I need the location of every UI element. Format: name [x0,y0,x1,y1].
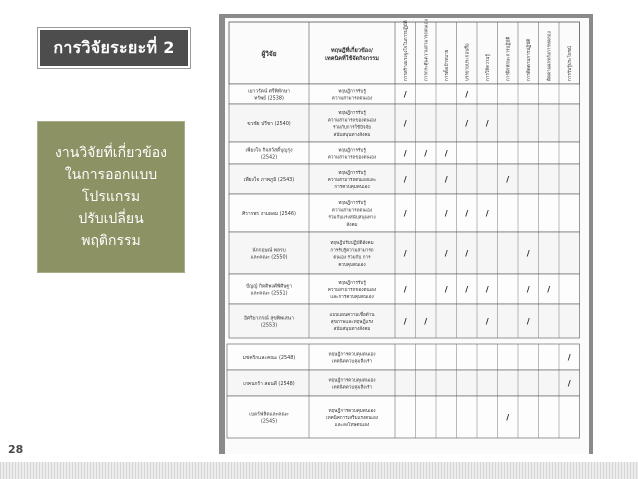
cell-researcher: (2542) [260,154,278,161]
criteria-header: การติดตามการปฏิบัติ [526,38,532,81]
topic-line: โปรแกรม [81,189,141,205]
check-mark: / [424,149,428,158]
cell-theory: ความสามารถตนเอง [331,96,373,102]
criteria-header: การสร้างแรงจูงใจในการปฏิบัติ [403,20,409,81]
cell-theory: เทคนิคการเสริมแรงตนเอง [326,416,378,421]
criteria-header: บรรยายประกอบสื่อ [465,43,471,81]
cell-theory: ร่วมกับการใช้ปัจจัย [333,125,371,131]
check-mark: / [526,285,530,294]
header-researcher: ผู้วิจัย [261,50,277,58]
check-mark: / [485,317,489,326]
cell-theory: ทฤษฎีการรับรู้ [338,170,366,176]
cell-theory: ความสามารถตนเองและ [327,178,377,183]
cell-theory: ทฤษฎีปรับปฏิบัติสังคม [330,241,374,247]
check-mark: / [465,249,469,258]
topic-box [37,121,185,273]
cell-theory: และลงโทษตนเอง [334,423,370,429]
check-mark: / [547,285,551,294]
criteria-header: ติดตามผลหลังการทดลอง [547,31,553,81]
check-mark: / [506,413,510,422]
check-mark: / [485,209,489,218]
cell-theory: ความสามารถตนเอง [331,208,373,214]
cell-researcher: นักกฤษณ์ พลรบ [252,247,286,254]
header-theory-line: เทคนิคที่ใช้จัดกิจกรรม [325,56,379,62]
check-mark: / [485,119,489,128]
check-mark: / [403,285,407,294]
cell-theory: และการควบคุมตนเอง [330,295,374,301]
cell-researcher: (2553) [260,322,278,329]
check-mark: / [526,249,530,258]
cell-theory: สนับสนุนทางสังคม [333,327,371,333]
cell-theory: สุขภาพและทฤษฎีแรง [330,320,374,325]
cell-researcher: (2545) [260,418,278,425]
cell-theory: ทฤษฎีการรับรู้ [338,89,366,95]
check-mark: / [465,90,469,99]
cell-researcher: มชคริกและคณะ (2548) [242,355,296,361]
cell-theory: เทคนิคควบคุมสิ่งเร้า [331,359,373,365]
cell-theory: ทฤษฎีการควบคุมตนเอง [328,378,376,384]
cell-theory: สังคม [346,222,358,228]
check-mark: / [506,175,510,184]
cell-theory: ร่วมกับแรงสนับสนุนทาง [328,215,376,221]
cell-theory: ความสามารถของตนเอง [327,155,377,161]
topic-line: พฤติกรรม [81,233,141,249]
cell-theory: ทฤษฎีการควบคุมตนเอง [328,408,376,414]
cell-theory: ความสามารถของตนเอง [327,288,377,293]
check-mark: / [444,285,448,294]
cell-researcher: เพียงใจ กิจสวัสดิ์บุญรุ่ง [245,147,293,154]
cell-theory: ทฤษฎีการรับรู้ [338,148,366,154]
cell-researcher: ศิรารพร งามผลม (2546) [242,211,296,217]
cell-researcher: ทรัพย์ (2538) [254,95,284,102]
left-panel [0,0,218,479]
check-mark: / [465,209,469,218]
bottom-decorative-stripe [0,462,638,479]
check-mark: / [403,149,407,158]
criteria-header: การรับรู้ประโยชน์ [567,46,573,81]
check-mark: / [403,175,407,184]
cell-researcher: เพียงใจ ภาพภูมิ (2543) [243,177,295,183]
check-mark: / [403,249,407,258]
check-mark: / [444,249,448,258]
topic-line: ปรับเปลี่ยน [78,211,144,227]
cell-theory: แบบแผนความเชื่อด้าน [329,312,375,318]
check-mark: / [403,119,407,128]
cell-researcher: เกคนกร้า สอนดี (2548) [243,381,295,387]
topic-line: ในการออกแบบ [64,167,158,183]
check-mark: / [567,379,571,388]
check-mark: / [444,209,448,218]
topic-line: งานวิจัยที่เกี่ยวข้อง [55,145,167,161]
check-mark: / [567,353,571,362]
cell-researcher: เบดร์ฟลิตและคณะ [249,411,289,418]
check-mark: / [403,317,407,326]
cell-theory: ควบคุมตนเอง [338,262,366,268]
criteria-header: การให้ความรู้ [485,54,491,81]
check-mark: / [424,317,428,326]
criteria-header: การฝึกทักษะการปฏิบัติ [506,36,512,81]
cell-theory: ทฤษฎีการรับรู้ [338,280,366,286]
cell-researcher: เยาวรัตน์ ศรีพิทักษา [248,88,290,95]
check-mark: / [465,119,469,128]
criteria-header: การตั้งเป้าหมาย [444,49,450,81]
check-mark: / [444,175,448,184]
cell-researcher: อิศริยาภรณ์ สุขพิพเสนา [244,315,294,322]
cell-theory: ทฤษฎีการควบคุมตนเอง [328,352,376,358]
cell-theory: สนับสนุนทางสังคม [333,132,371,138]
cell-researcher: ขวชัย ปรีชา (2540) [247,121,291,127]
cell-researcher: ปัญญ์ กิตติพงศ์พิศิษฐา [245,283,293,290]
cell-theory: การควบคุมตนเอง [334,185,370,191]
cell-researcher: และคณะ (2550) [250,254,288,261]
cell-theory: เทคนิคควบคุมสิ่งเร้า [331,385,373,391]
check-mark: / [403,209,407,218]
cell-theory: ตนเอง ร่วมกับ การ [333,255,371,261]
slide-title: การวิจัยระยะที่ 2 [38,28,190,68]
check-mark: / [485,285,489,294]
header-theory-line: ทฤษฎีที่เกี่ยวข้อง/ [331,48,373,54]
check-mark: / [403,90,407,99]
cell-theory: ทฤษฎีการรับรู้ [338,111,366,117]
cell-theory: การรับรู้ความสามารถ [330,248,374,254]
research-comparison-table [225,18,589,454]
table-image-frame [219,14,593,454]
check-mark: / [526,317,530,326]
criteria-header: การกระตุ้นความสามารถตนเอง [424,19,430,81]
cell-theory: ความสามารถของตนเอง [327,118,377,124]
cell-researcher: และคณะ (2551) [250,290,288,297]
check-mark: / [465,285,469,294]
check-mark: / [444,149,448,158]
cell-theory: ทฤษฎีการรับรู้ [338,201,366,207]
page-number: 28 [8,443,24,456]
